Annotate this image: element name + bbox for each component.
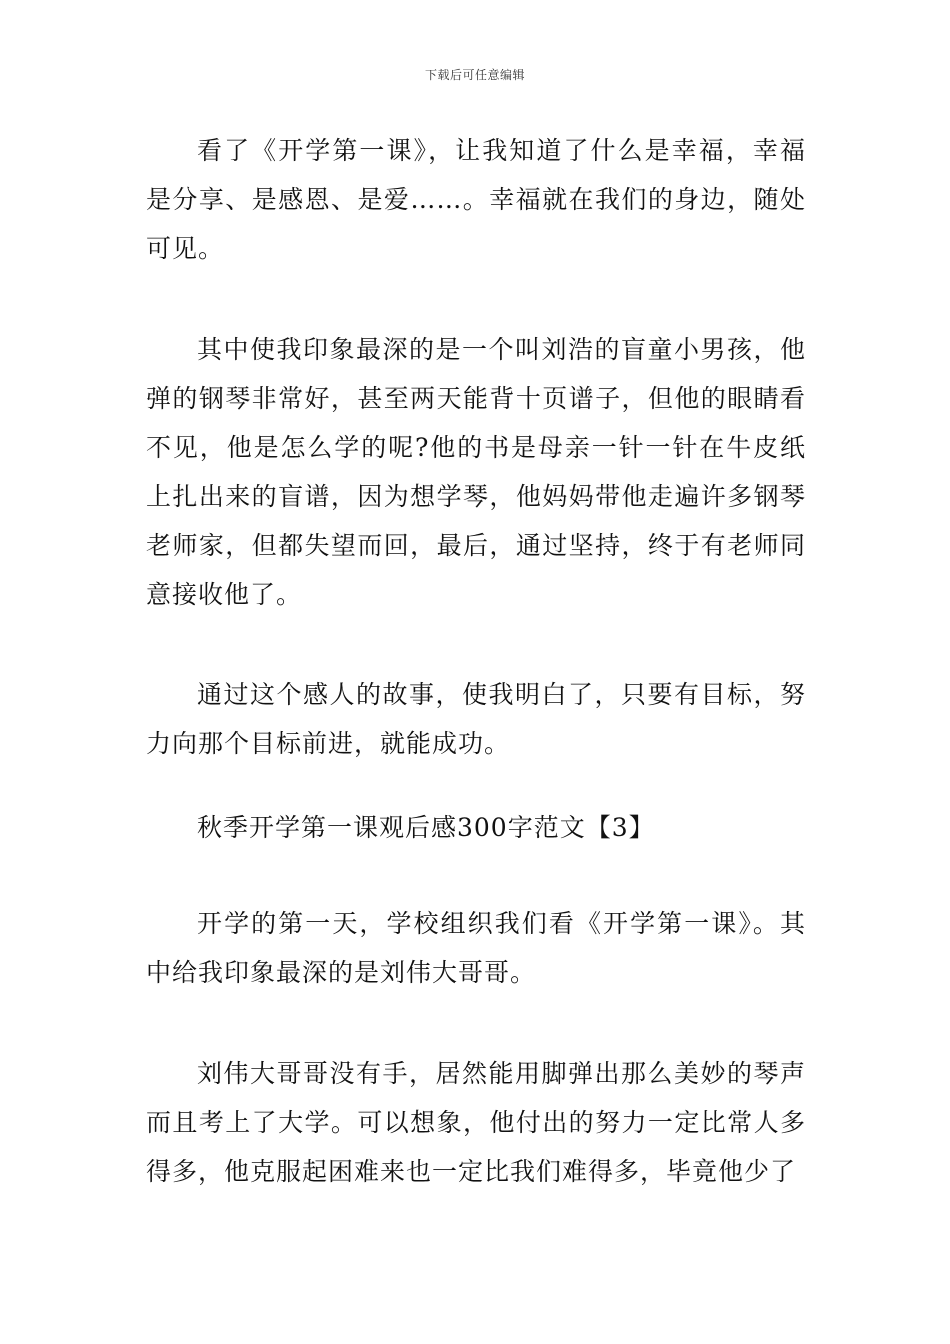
paragraph-liu-wei: 刘伟大哥哥没有手，居然能用脚弹出那么美妙的琴声而且考上了大学。可以想象，他付出的努力一定比常人多得多，他克服起困难来也一定比我们难得多，毕竟他少了 bbox=[146, 1059, 806, 1186]
paragraph-lesson: 通过这个感人的故事，使我明白了，只要有目标，努力向那个目标前进，就能成功。 bbox=[146, 680, 806, 758]
section-heading: 秋季开学第一课观后感300字范文【3】 bbox=[197, 813, 655, 842]
paragraph-liu-hao-story: 其中使我印象最深的是一个叫刘浩的盲童小男孩，他弹的钢琴非常好，甚至两天能背十页谱子，但他的眼睛看不见，他是怎么学的呢?他的书是母亲一针一针在牛皮纸上扎出来的盲谱，因为想学琴，他妈妈带他走遍许多钢琴老师家，但都失望而回，最后，通过坚持，终于有老师同意接收他了。 bbox=[146, 335, 806, 609]
paragraph-happiness: 看了《开学第一课》，让我知道了什么是幸福，幸福是分享、是感恩、是爱……。幸福就在我们的身边，随处可见。 bbox=[146, 136, 806, 263]
paragraph-first-day: 开学的第一天，学校组织我们看《开学第一课》。其中给我印象最深的是刘伟大哥哥。 bbox=[146, 909, 806, 987]
header-note: 下载后可任意编辑 bbox=[424, 68, 525, 82]
document-body bbox=[146, 126, 806, 1196]
